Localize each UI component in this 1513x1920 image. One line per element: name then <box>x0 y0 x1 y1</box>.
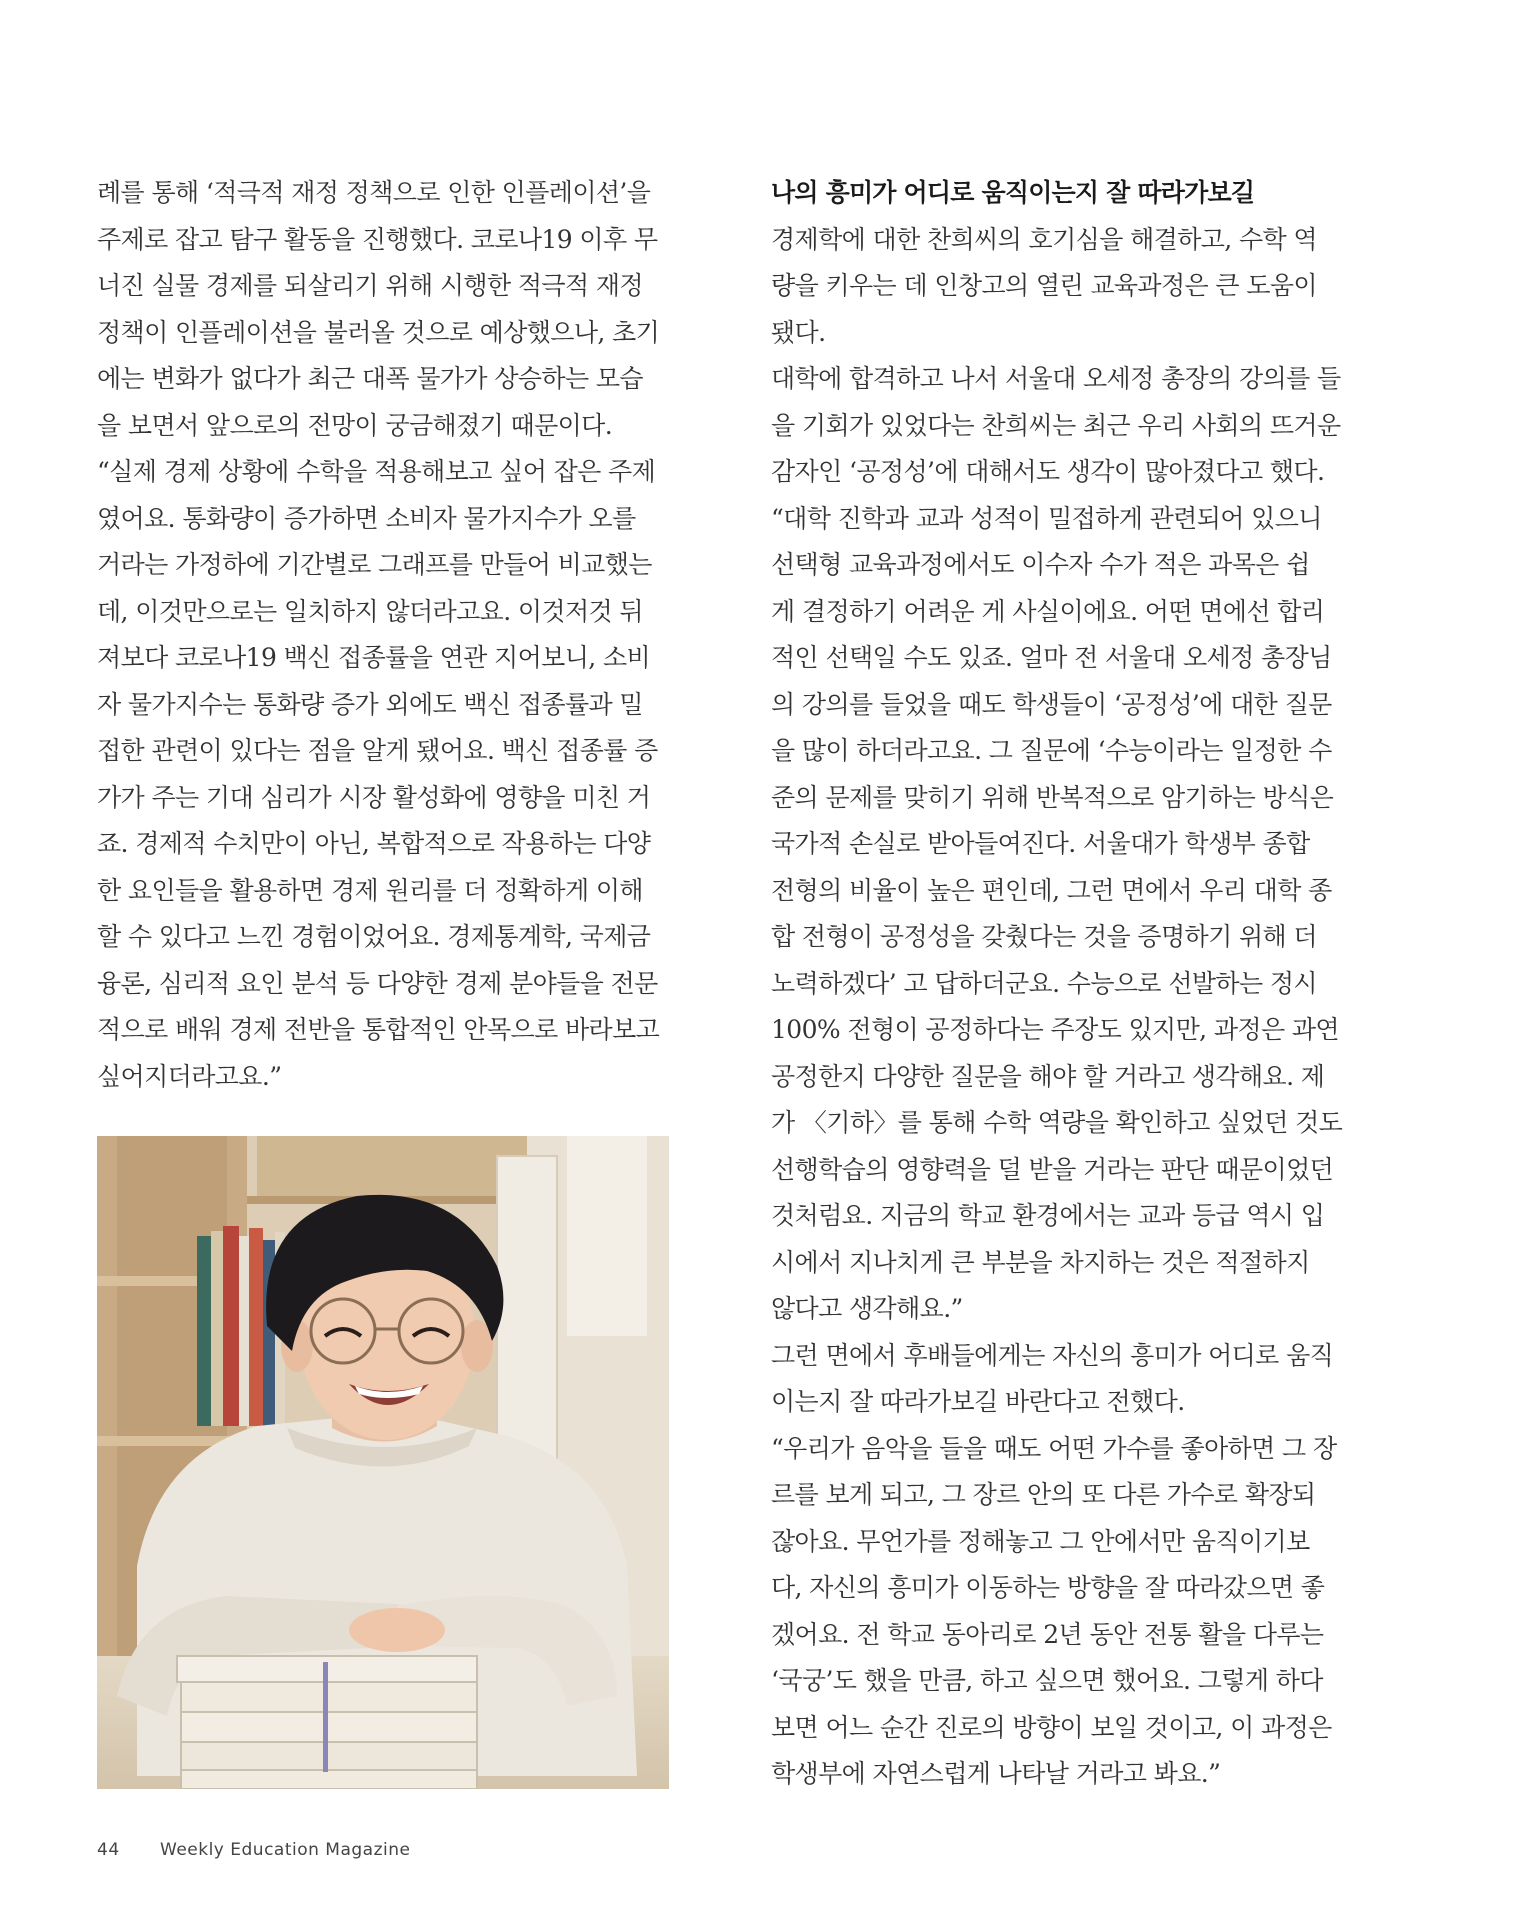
page-number: 44 <box>97 1840 120 1860</box>
body-line: 져보다 코로나19 백신 접종률을 연관 지어보니, 소비 <box>97 643 651 672</box>
body-line: 감자인 ‘공정성’에 대해서도 생각이 많아졌다고 했다. <box>771 457 1325 486</box>
body-line: 을 보면서 앞으로의 전망이 궁금해졌기 때문이다. <box>97 410 613 440</box>
body-line: 주제로 잡고 탐구 활동을 진행했다. 코로나19 이후 무 <box>97 224 658 254</box>
body-line: 합 전형이 공정성을 갖췄다는 것을 증명하기 위해 더 <box>771 922 1317 951</box>
body-line: ‘국궁’도 했을 만큼, 하고 싶으면 했어요. 그렇게 하다 <box>771 1666 1323 1695</box>
section-heading: 나의 흥미가 어디로 움직이는지 잘 따라가보길 <box>771 178 1255 207</box>
body-line: 례를 통해 ‘적극적 재정 정책으로 인한 인플레이션’을 <box>97 178 651 207</box>
body-line: 한 요인들을 활용하면 경제 원리를 더 정확하게 이해 <box>97 875 643 905</box>
body-line: 게 결정하기 어려운 게 사실이에요. 어떤 면에선 합리 <box>771 596 1325 626</box>
body-line: 다, 자신의 흥미가 이동하는 방향을 잘 따라갔으면 좋 <box>771 1573 1325 1602</box>
body-line: 자 물가지수는 통화량 증가 외에도 백신 접종률과 밀 <box>97 689 643 719</box>
body-line: 됐다. <box>771 317 826 347</box>
body-line: 싶어지더라고요.” <box>97 1061 282 1091</box>
body-line: 100% 전형이 공정하다는 주장도 있지만, 과정은 과연 <box>771 1015 1339 1044</box>
body-line: 공정한지 다양한 질문을 해야 할 거라고 생각해요. 제 <box>771 1061 1325 1091</box>
body-line: “우리가 음악을 들을 때도 어떤 가수를 좋아하면 그 장 <box>771 1433 1337 1463</box>
body-line: 학생부에 자연스럽게 나타날 거라고 봐요.” <box>771 1759 1221 1788</box>
body-line: 너진 실물 경제를 되살리기 위해 시행한 적극적 재정 <box>97 271 643 300</box>
body-line: 가가 주는 기대 심리가 시장 활성화에 영향을 미친 거 <box>97 782 651 812</box>
body-line: 그런 면에서 후배들에게는 자신의 흥미가 어디로 움직 <box>771 1340 1334 1370</box>
body-line: 국가적 손실로 받아들여진다. 서울대가 학생부 종합 <box>771 829 1310 858</box>
body-line: 잖아요. 무언가를 정해놓고 그 안에서만 움직이기보 <box>771 1526 1310 1556</box>
body-line: 준의 문제를 맞히기 위해 반복적으로 암기하는 방식은 <box>771 782 1334 812</box>
body-line: 이는지 잘 따라가보길 바란다고 전했다. <box>771 1387 1185 1416</box>
body-line: 였어요. 통화량이 증가하면 소비자 물가지수가 오를 <box>97 503 636 533</box>
body-line: 가 〈기하〉를 통해 수학 역량을 확인하고 싶었던 것도 <box>771 1108 1343 1137</box>
body-line: 선행학습의 영향력을 덜 받을 거라는 판단 때문이었던 <box>771 1154 1334 1184</box>
body-line: 선택형 교육과정에서도 이수자 수가 적은 과목은 쉽 <box>771 550 1310 579</box>
body-line: 을 많이 하더라고요. 그 질문에 ‘수능이라는 일정한 수 <box>771 736 1332 765</box>
body-line: 보면 어느 순간 진로의 방향이 보일 것이고, 이 과정은 <box>771 1712 1332 1742</box>
body-line: 에는 변화가 없다가 최근 대폭 물가가 상승하는 모습 <box>97 364 643 393</box>
body-line: 거라는 가정하에 기간별로 그래프를 만들어 비교했는 <box>97 550 652 579</box>
body-line: 노력하겠다’ 고 답하더군요. 수능으로 선발하는 정시 <box>771 968 1317 998</box>
body-line: 접한 관련이 있다는 점을 알게 됐어요. 백신 접종률 증 <box>97 736 658 765</box>
body-line: 의 강의를 들었을 때도 학생들이 ‘공정성’에 대한 질문 <box>771 689 1332 719</box>
body-line: 융론, 심리적 요인 분석 등 다양한 경제 분야들을 전문 <box>97 968 658 998</box>
body-line: 겠어요. 전 학교 동아리로 2년 동안 전통 활을 다루는 <box>771 1619 1324 1649</box>
body-line: “대학 진학과 교과 성적이 밀접하게 관련되어 있으니 <box>771 503 1322 533</box>
body-line: 량을 키우는 데 인창고의 열린 교육과정은 큰 도움이 <box>771 271 1317 300</box>
left-column-text <box>97 170 669 1100</box>
body-line: 대학에 합격하고 나서 서울대 오세정 총장의 강의를 들 <box>771 364 1341 393</box>
body-line: 경제학에 대한 찬희씨의 호기심을 해결하고, 수학 역 <box>771 224 1317 254</box>
body-line: “실제 경제 상황에 수학을 적용해보고 싶어 잡은 주제 <box>97 457 656 486</box>
body-line: 적인 선택일 수도 있죠. 얼마 전 서울대 오세정 총장님 <box>771 643 1332 672</box>
body-line: 할 수 있다고 느낀 경험이었어요. 경제통계학, 국제금 <box>97 922 651 951</box>
magazine-name: Weekly Education Magazine <box>160 1840 411 1860</box>
body-line: 데, 이것만으로는 일치하지 않더라고요. 이것저것 뒤 <box>97 596 643 626</box>
body-line: 죠. 경제적 수치만이 아닌, 복합적으로 작용하는 다양 <box>97 829 651 858</box>
body-line: 것처럼요. 지금의 학교 환경에서는 교과 등급 역시 입 <box>771 1201 1325 1230</box>
body-line: 전형의 비율이 높은 편인데, 그런 면에서 우리 대학 종 <box>771 875 1332 905</box>
body-line: 르를 보게 되고, 그 장르 안의 또 다른 가수로 확장되 <box>771 1480 1316 1509</box>
body-line: 시에서 지나치게 큰 부분을 차지하는 것은 적절하지 <box>771 1247 1310 1277</box>
body-line: 정책이 인플레이션을 불러올 것으로 예상했으나, 초기 <box>97 317 660 347</box>
body-line: 않다고 생각해요.” <box>771 1294 963 1323</box>
body-line: 을 기회가 있었다는 찬희씨는 최근 우리 사회의 뜨거운 <box>771 410 1341 440</box>
body-line: 적으로 배워 경제 전반을 통합적인 안목으로 바라보고 <box>97 1015 660 1044</box>
right-column-text <box>771 170 1344 1798</box>
student-portrait-photo <box>97 1136 669 1789</box>
